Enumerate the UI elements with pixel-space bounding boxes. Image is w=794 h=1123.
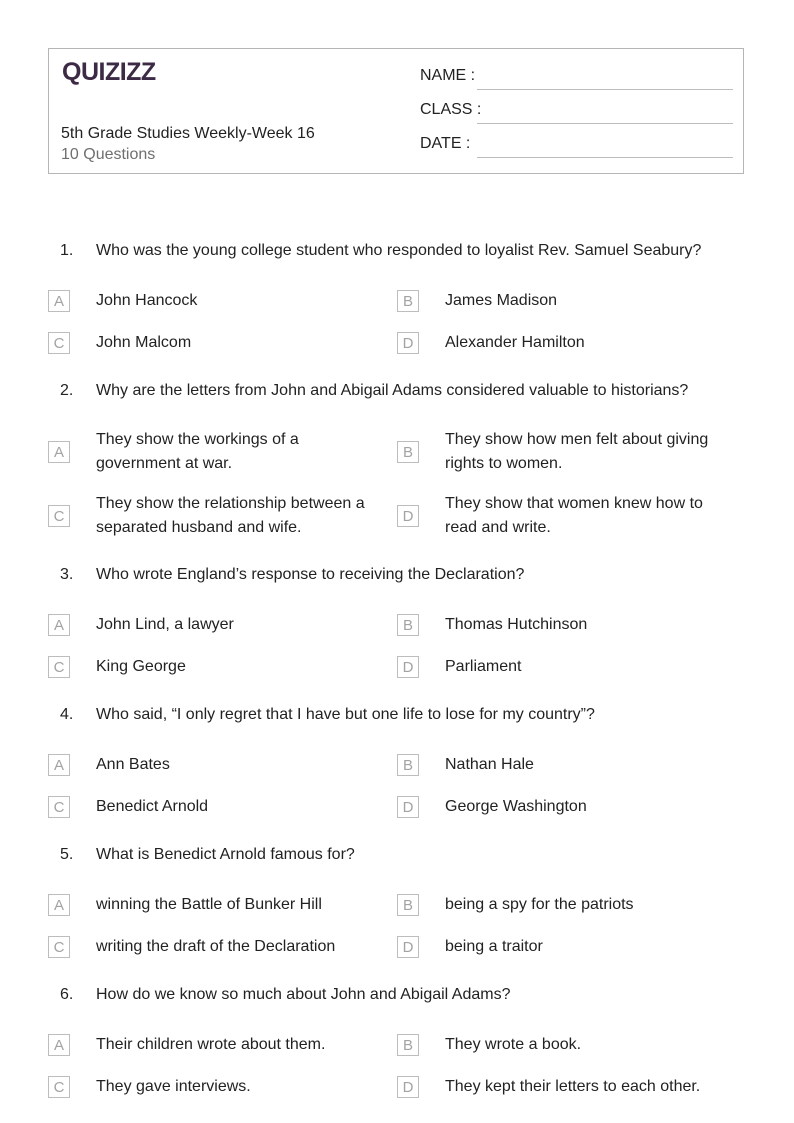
question-text: Who wrote England’s response to receiving the Declaration? [96, 566, 525, 583]
option-text: Thomas Hutchinson [445, 616, 588, 633]
question-number: 6. [60, 986, 74, 1003]
question-number: 5. [60, 846, 74, 863]
option-letter: C [48, 936, 70, 958]
question-number: 1. [60, 242, 74, 259]
question-text: Who said, “I only regret that I have but one life to lose for my country”? [96, 706, 595, 723]
option-text: Ann Bates [96, 756, 170, 773]
question-text: Who was the young college student who responded to loyalist Rev. Samuel Seabury? [96, 242, 702, 259]
option-text: King George [96, 658, 186, 675]
date-field[interactable] [420, 135, 733, 159]
option-text: They show that women knew how to read and write. [445, 495, 703, 536]
date-line[interactable] [477, 157, 733, 158]
option-letter: A [48, 290, 70, 312]
option-letter: D [397, 796, 419, 818]
option-text: Alexander Hamilton [445, 334, 585, 351]
option-letter: A [48, 441, 70, 463]
option-text: They show how men felt about giving rights to women. [445, 431, 709, 472]
class-field[interactable] [420, 101, 733, 125]
option-text: John Malcom [96, 334, 192, 351]
option-letter: B [397, 441, 419, 463]
option-text: Parliament [445, 658, 522, 675]
option-text: They show the relationship between a separated husband and wife. [96, 495, 365, 536]
option-text: They gave interviews. [96, 1078, 251, 1095]
option-text: Benedict Arnold [96, 798, 209, 815]
option-letter: D [397, 505, 419, 527]
option-text: John Lind, a lawyer [96, 616, 234, 633]
option-text: John Hancock [96, 292, 198, 309]
option-letter: D [397, 936, 419, 958]
question-number: 2. [60, 382, 74, 399]
class-label: CLASS : [420, 101, 482, 118]
question-number: 3. [60, 566, 74, 583]
option-letter: C [48, 656, 70, 678]
question-number: 4. [60, 706, 74, 723]
option-letter: A [48, 1034, 70, 1056]
option-letter: B [397, 290, 419, 312]
option-letter: D [397, 332, 419, 354]
option-letter: D [397, 1076, 419, 1098]
option-text: winning the Battle of Bunker Hill [96, 896, 322, 913]
option-text: Nathan Hale [445, 756, 534, 773]
option-letter: B [397, 1034, 419, 1056]
option-letter: B [397, 614, 419, 636]
option-letter: A [48, 614, 70, 636]
question-text: What is Benedict Arnold famous for? [96, 846, 355, 863]
worksheet-header [48, 48, 744, 174]
name-field[interactable] [420, 67, 733, 91]
name-line[interactable] [477, 89, 733, 90]
option-text: They show the workings of a government at war. [96, 431, 299, 472]
option-text: being a spy for the patriots [445, 896, 634, 913]
option-letter: B [397, 754, 419, 776]
option-text: Their children wrote about them. [96, 1036, 326, 1053]
option-text: George Washington [445, 798, 587, 815]
option-letter: A [48, 894, 70, 916]
option-letter: C [48, 332, 70, 354]
option-letter: A [48, 754, 70, 776]
option-letter: C [48, 796, 70, 818]
question-text: Why are the letters from John and Abigail Adams considered valuable to historians? [96, 382, 689, 399]
option-text: They wrote a book. [445, 1036, 582, 1053]
option-text: writing the draft of the Declaration [96, 938, 336, 955]
option-letter: D [397, 656, 419, 678]
class-line[interactable] [477, 123, 733, 124]
question-text: How do we know so much about John and Abigail Adams? [96, 986, 511, 1003]
option-letter: C [48, 1076, 70, 1098]
worksheet-title: 5th Grade Studies Weekly-Week 16 [61, 125, 315, 142]
question-count: 10 Questions [61, 146, 156, 163]
name-label: NAME : [420, 67, 476, 84]
option-text: They kept their letters to each other. [445, 1078, 701, 1095]
option-text: James Madison [445, 292, 558, 309]
quizizz-logo: QUIZIZZ [62, 58, 156, 86]
option-letter: C [48, 505, 70, 527]
option-letter: B [397, 894, 419, 916]
option-text: being a traitor [445, 938, 543, 955]
date-label: DATE : [420, 135, 471, 152]
